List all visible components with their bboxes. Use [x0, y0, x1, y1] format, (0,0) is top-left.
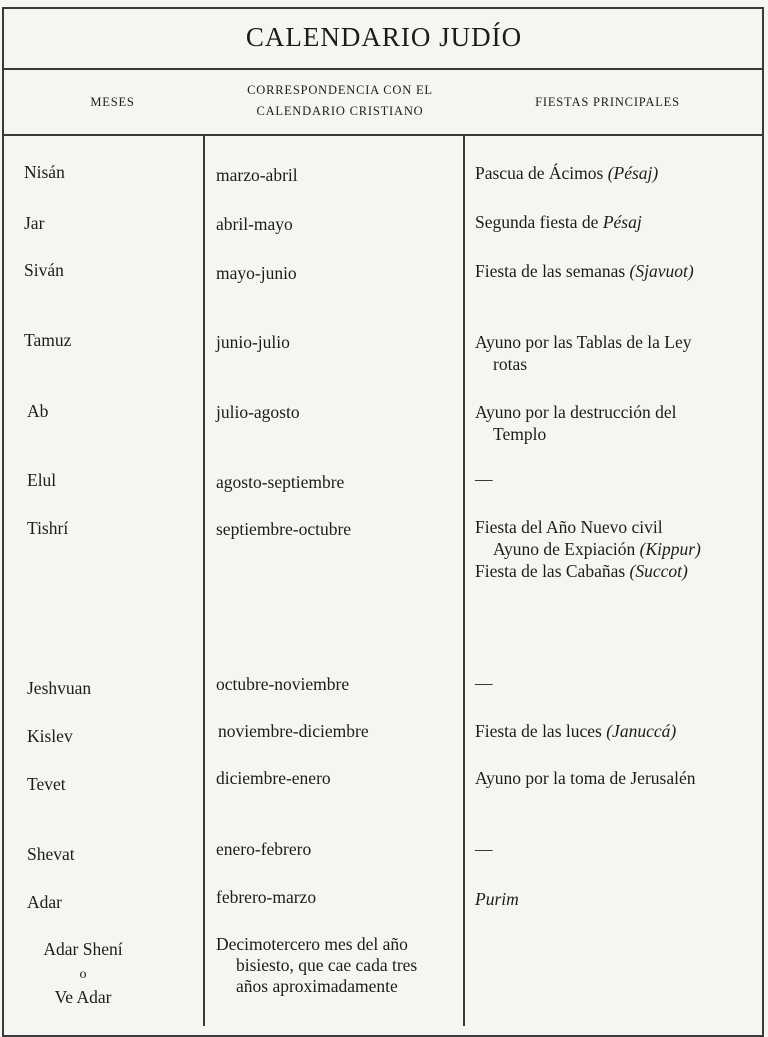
- christian-cell: julio-agosto: [216, 402, 300, 422]
- feast-italic: (Pésaj): [607, 163, 659, 183]
- header-divider: [2, 134, 764, 136]
- christian-cell: mayo-junio: [216, 263, 297, 283]
- feast-text: Fiesta de las semanas: [475, 261, 630, 281]
- feast-line1: Ayuno por la destrucción del: [475, 402, 677, 422]
- month-cell: Jar: [24, 213, 45, 233]
- feast-line2: rotas: [493, 354, 528, 374]
- feast-cell: [475, 720, 676, 742]
- feast-line3: [475, 561, 688, 581]
- feast-cell: [475, 516, 701, 582]
- christian-cell: abril-mayo: [216, 214, 293, 234]
- month-cell: Siván: [24, 260, 64, 280]
- christian-cell: enero-febrero: [216, 839, 312, 859]
- christian-cell: agosto-septiembre: [216, 472, 345, 492]
- feast-line3-italic: (Succot): [629, 561, 688, 581]
- title-divider: [2, 68, 764, 70]
- christian-cell: octubre-noviembre: [216, 674, 350, 694]
- feast-cell: [475, 211, 642, 233]
- feast-text: Segunda fiesta de: [475, 212, 603, 232]
- feast-text: Pascua de Ácimos: [475, 163, 608, 183]
- feast-line1: Ayuno por las Tablas de la Ley: [475, 332, 692, 352]
- christian-cell: marzo-abril: [216, 165, 298, 185]
- christian-cell: junio-julio: [216, 332, 290, 352]
- feast-line2: Templo: [493, 424, 547, 444]
- feast-italic: Pésaj: [602, 212, 642, 232]
- month-cell: Jeshvuan: [27, 678, 92, 698]
- page-title: CALENDARIO JUDÍO: [245, 22, 523, 52]
- feast-cell: Purim: [475, 889, 519, 909]
- header-correspondence: [205, 80, 475, 122]
- feast-cell: —: [475, 839, 493, 859]
- christian-line1: Decimotercero mes del año: [216, 934, 408, 954]
- feast-text: Fiesta de las luces: [475, 721, 607, 741]
- header-months: MESES: [90, 95, 135, 109]
- feast-line3-text: Fiesta de las Cabañas: [475, 561, 630, 581]
- feast-line1: Fiesta del Año Nuevo civil: [475, 517, 663, 537]
- column-divider-1: [203, 136, 205, 1026]
- month-cell: Adar: [27, 892, 62, 912]
- header-festivals: FIESTAS PRINCIPALES: [535, 95, 680, 109]
- month-cell: Kislev: [27, 726, 73, 746]
- feast-cell: [475, 331, 692, 375]
- feast-cell: [475, 162, 658, 184]
- feast-cell: —: [475, 673, 493, 693]
- month-cell: Tevet: [27, 774, 66, 794]
- feast-line2: [475, 538, 701, 560]
- feast-italic: (Januccá): [606, 721, 677, 741]
- header-correspondence-line2: CALENDARIO CRISTIANO: [256, 104, 424, 118]
- christian-cell: septiembre-octubre: [216, 519, 352, 539]
- month-cell: Nisán: [24, 162, 65, 182]
- month-cell: [18, 938, 148, 1009]
- feast-cell: [475, 401, 677, 445]
- christian-cell: diciembre-enero: [216, 768, 331, 788]
- feast-line2-text: Ayuno de Expiación: [493, 539, 640, 559]
- month-line1: Adar Shení: [43, 939, 123, 959]
- header-correspondence-line1: CORRESPONDENCIA CON EL: [247, 83, 433, 97]
- month-cell: Elul: [27, 470, 57, 490]
- christian-line3: años aproximadamente: [236, 976, 398, 996]
- column-divider-2: [463, 136, 465, 1026]
- month-cell: Tamuz: [24, 330, 72, 350]
- christian-cell: febrero-marzo: [216, 887, 317, 907]
- month-cell: Shevat: [27, 844, 75, 864]
- feast-cell: —: [475, 469, 493, 489]
- month-line2: o: [79, 967, 87, 982]
- month-line3: Ve Adar: [54, 987, 112, 1007]
- feast-cell: [475, 260, 694, 282]
- christian-line2: bisiesto, que cae cada tres: [236, 955, 418, 975]
- feast-cell: Ayuno por la toma de Jerusalén: [475, 768, 696, 788]
- month-cell: Tishrí: [27, 518, 69, 538]
- month-cell: Ab: [27, 401, 49, 421]
- feast-italic: (Sjavuot): [629, 261, 694, 281]
- feast-line2-italic: (Kippur): [639, 539, 701, 559]
- christian-cell: noviembre-diciembre: [218, 721, 369, 741]
- christian-cell: [216, 934, 417, 997]
